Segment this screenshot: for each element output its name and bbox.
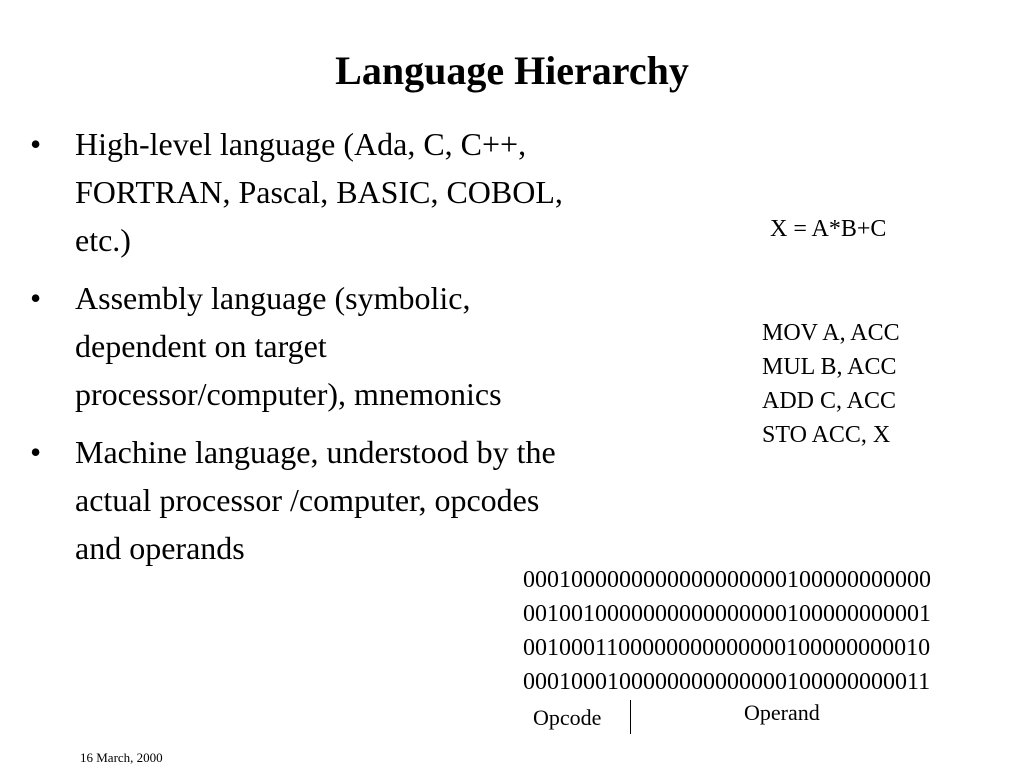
bullet-marker: • bbox=[30, 126, 42, 162]
assembly-line: MOV A, ACC bbox=[762, 320, 900, 346]
machine-code-line: 0010001100000000000000100000000010 bbox=[523, 635, 931, 661]
assembly-line: STO ACC, X bbox=[762, 422, 891, 448]
bullet-high-level-language bbox=[30, 120, 590, 264]
footer-date: 16 March, 2000 bbox=[80, 750, 163, 765]
machine-code-line: 0010010000000000000000100000000001 bbox=[523, 601, 931, 627]
machine-code-line: 0001000100000000000000100000000011 bbox=[523, 669, 931, 695]
opcode-operand-divider bbox=[630, 700, 631, 734]
bullet-marker: • bbox=[30, 434, 42, 470]
bullet-assembly-language bbox=[30, 274, 590, 418]
bullet-text: Machine language, understood by the actual processor /computer, opcodes and operands bbox=[75, 434, 556, 566]
opcode-label: Opcode bbox=[533, 705, 602, 730]
bullet-text: High-level language (Ada, C, C++, FORTRAN, Pascal, BASIC, COBOL, etc.) bbox=[75, 126, 563, 258]
high-level-example: X = A*B+C bbox=[770, 216, 887, 242]
machine-code-example bbox=[523, 563, 931, 699]
bullet-marker: • bbox=[30, 280, 42, 316]
bullet-machine-language bbox=[30, 428, 590, 572]
bullet-text: Assembly language (symbolic, dependent on target processor/computer), mnemonics bbox=[75, 280, 502, 412]
machine-code-line: 0001000000000000000000100000000000 bbox=[523, 567, 931, 593]
assembly-example bbox=[762, 316, 900, 452]
assembly-line: MUL B, ACC bbox=[762, 354, 897, 380]
slide-title: Language Hierarchy bbox=[335, 48, 689, 93]
assembly-line: ADD C, ACC bbox=[762, 388, 897, 414]
operand-label: Operand bbox=[744, 700, 820, 725]
bullet-list bbox=[30, 120, 590, 582]
